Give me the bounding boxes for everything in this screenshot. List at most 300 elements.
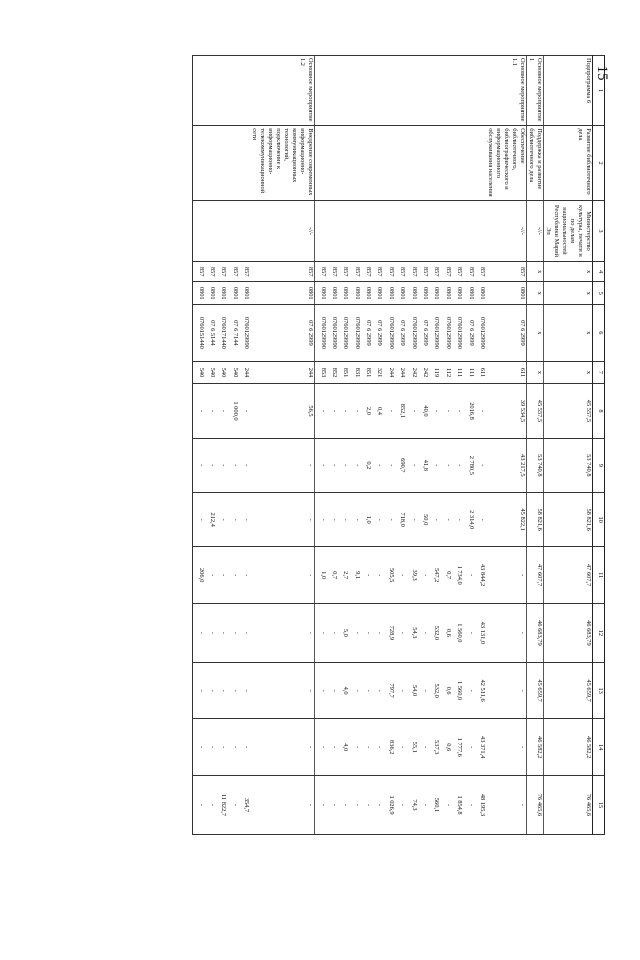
table-cell: - <box>250 547 315 604</box>
table-cell <box>440 56 451 126</box>
table-cell <box>406 126 417 201</box>
table-cell: 46 582,2 <box>544 719 593 776</box>
table-cell: x <box>527 361 544 384</box>
table-cell: - <box>227 603 238 662</box>
table-cell: - <box>216 719 227 776</box>
table-cell: 07 6 2999 <box>395 305 406 362</box>
table-cell: 07 6 7144 <box>227 305 238 362</box>
table-cell <box>327 126 338 201</box>
table-cell: - <box>349 719 360 776</box>
table-cell: 11 822,7 <box>216 776 227 835</box>
table-cell: - <box>395 776 406 835</box>
column-number: 15 <box>593 776 605 835</box>
table-cell <box>315 56 327 126</box>
table-row <box>544 56 593 835</box>
table-cell: - <box>239 603 250 662</box>
table-cell: - <box>349 493 360 547</box>
table-cell: - <box>406 384 417 438</box>
table-cell: - <box>361 776 372 835</box>
table-cell: - <box>239 493 250 547</box>
table-cell: - <box>383 493 394 547</box>
table-cell: - <box>193 719 205 776</box>
table-cell: 0760151440 <box>193 305 205 362</box>
table-cell: - <box>327 384 338 438</box>
table-cell: 76 465,6 <box>544 776 593 835</box>
table-cell: 9,1 <box>349 547 360 604</box>
table-cell: - <box>440 493 451 547</box>
table-cell: - <box>429 493 440 547</box>
rotated-budget-table <box>115 55 605 960</box>
table-cell: Обеспечение библиотечного, библиографического и информационного обслуживания населения <box>486 126 527 201</box>
table-cell: 537,3 <box>429 719 440 776</box>
table-cell: Основное мероприятие 1 <box>527 56 544 126</box>
table-cell: 857 <box>349 262 360 282</box>
table-cell: 47 607,7 <box>544 547 593 604</box>
table-cell: x <box>527 262 544 282</box>
table-cell: -//- <box>527 200 544 261</box>
table-cell: - <box>349 776 360 835</box>
table-cell: - <box>327 776 338 835</box>
table-cell: 560,1 <box>429 776 440 835</box>
table-cell <box>193 56 205 126</box>
budget-table <box>192 55 605 835</box>
table-cell <box>205 200 216 261</box>
table-cell <box>395 200 406 261</box>
table-cell: - <box>406 438 417 492</box>
table-cell: 1,0 <box>315 547 327 604</box>
table-cell <box>361 200 372 261</box>
table-cell <box>406 56 417 126</box>
table-cell: - <box>372 719 383 776</box>
table-row <box>486 56 527 835</box>
table-cell <box>383 126 394 201</box>
table-cell: 41,8 <box>418 438 429 492</box>
table-cell: 07 6 2999 <box>250 305 315 362</box>
table-cell: 48 195,3 <box>475 776 486 835</box>
table-row <box>383 56 394 835</box>
table-cell: 45 659,7 <box>527 662 544 719</box>
table-cell: - <box>361 662 372 719</box>
table-cell: - <box>463 776 474 835</box>
table-cell: - <box>361 547 372 604</box>
table-cell: 857 <box>205 262 216 282</box>
table-cell: 0760171440 <box>216 305 227 362</box>
table-cell: x <box>527 305 544 362</box>
table-row <box>338 56 349 835</box>
table-cell: - <box>440 438 451 492</box>
table-cell <box>463 200 474 261</box>
table-cell: - <box>486 719 527 776</box>
table-cell: - <box>250 603 315 662</box>
table-cell: - <box>475 438 486 492</box>
table-cell: 540 <box>227 361 238 384</box>
table-cell: 857 <box>463 262 474 282</box>
table-cell: 2 314,0 <box>463 493 474 547</box>
table-cell: 2 780,5 <box>463 438 474 492</box>
table-row <box>463 56 474 835</box>
table-row <box>193 56 205 835</box>
table-cell: 39,3 <box>406 547 417 604</box>
table-cell: 55,1 <box>406 719 417 776</box>
table-cell: 244 <box>383 361 394 384</box>
table-cell: - <box>463 547 474 604</box>
table-cell <box>327 200 338 261</box>
column-number: 5 <box>593 282 605 305</box>
table-cell: 611 <box>475 361 486 384</box>
table-cell: - <box>475 384 486 438</box>
table-cell: - <box>429 384 440 438</box>
table-cell: 1 026,9 <box>383 776 394 835</box>
table-cell: 857 <box>239 262 250 282</box>
table-cell <box>383 200 394 261</box>
column-number: 8 <box>593 384 605 438</box>
table-cell: - <box>205 438 216 492</box>
table-cell: 857 <box>216 262 227 282</box>
table-cell: 1 560,0 <box>452 603 463 662</box>
table-cell: Поддержка и развитие библиотечного дела <box>527 126 544 201</box>
table-cell: - <box>193 662 205 719</box>
table-cell: 54,0 <box>406 662 417 719</box>
table-cell: - <box>205 603 216 662</box>
column-number: 9 <box>593 438 605 492</box>
table-cell: 540 <box>216 361 227 384</box>
table-cell: - <box>216 493 227 547</box>
table-cell: Внедрение современных информационно-коммуникационных технологий, подключение к информационно-телекоммуникационной сети <box>250 126 315 201</box>
table-cell: - <box>395 603 406 662</box>
table-cell: Основное мероприятие 1.2 <box>250 56 315 126</box>
table-cell <box>361 126 372 201</box>
table-row <box>395 56 406 835</box>
table-cell: 354,7 <box>239 776 250 835</box>
table-cell <box>395 56 406 126</box>
table-cell <box>452 56 463 126</box>
table-cell: 0760129990 <box>383 305 394 362</box>
table-cell: 0,6 <box>440 719 451 776</box>
table-cell: 0801 <box>429 282 440 305</box>
table-cell <box>349 200 360 261</box>
table-row <box>440 56 451 835</box>
table-cell: - <box>349 603 360 662</box>
table-cell: 58 821,6 <box>527 493 544 547</box>
table-cell: 0801 <box>361 282 372 305</box>
table-cell: x <box>527 282 544 305</box>
table-cell: 0801 <box>338 282 349 305</box>
column-number: 2 <box>593 126 605 201</box>
table-cell: - <box>315 603 327 662</box>
table-cell: - <box>315 438 327 492</box>
column-number: 7 <box>593 361 605 384</box>
table-cell: - <box>383 438 394 492</box>
table-cell: - <box>486 776 527 835</box>
table-cell: 0801 <box>349 282 360 305</box>
table-cell: 0,6 <box>440 662 451 719</box>
table-cell <box>395 126 406 201</box>
table-cell: - <box>452 384 463 438</box>
table-cell: - <box>239 662 250 719</box>
table-cell: - <box>440 384 451 438</box>
table-cell: 45 822,1 <box>486 493 527 547</box>
table-row <box>527 56 544 835</box>
table-cell: - <box>193 493 205 547</box>
table-cell <box>193 126 205 201</box>
table-cell: - <box>216 547 227 604</box>
table-cell: 0801 <box>239 282 250 305</box>
table-cell: - <box>463 662 474 719</box>
table-cell: 07 6 5144 <box>205 305 216 362</box>
table-cell: 2,7 <box>338 547 349 604</box>
table-cell: 0,2 <box>361 438 372 492</box>
table-cell: 852 <box>327 361 338 384</box>
table-cell: - <box>452 493 463 547</box>
table-cell: 07 6 2999 <box>463 305 474 362</box>
table-cell: 5,0 <box>338 603 349 662</box>
table-row <box>239 56 250 835</box>
table-cell: - <box>463 603 474 662</box>
table-cell: 797,7 <box>383 662 394 719</box>
table-cell: - <box>349 438 360 492</box>
table-cell: 76 465,6 <box>527 776 544 835</box>
table-cell: 242 <box>406 361 417 384</box>
table-cell: x <box>544 305 593 362</box>
table-cell: 540 <box>193 361 205 384</box>
table-cell: 718,0 <box>395 493 406 547</box>
table-cell: - <box>418 547 429 604</box>
table-cell: 1 560,0 <box>452 662 463 719</box>
table-cell: 0760129990 <box>349 305 360 362</box>
table-cell: - <box>395 719 406 776</box>
table-cell <box>216 56 227 126</box>
table-row <box>327 56 338 835</box>
table-cell: - <box>327 603 338 662</box>
table-cell: 46 683,79 <box>544 603 593 662</box>
table-cell: Подпрограмма 6 <box>544 56 593 126</box>
table-cell: 4,0 <box>338 662 349 719</box>
table-cell: - <box>418 603 429 662</box>
table-cell <box>475 200 486 261</box>
table-cell: x <box>544 262 593 282</box>
table-cell: 112 <box>440 361 451 384</box>
table-cell: Развитие библиотечного дела <box>544 126 593 201</box>
table-cell: 43 217,5 <box>486 438 527 492</box>
table-cell: 0760129990 <box>239 305 250 362</box>
table-cell: 857 <box>429 262 440 282</box>
table-cell <box>227 200 238 261</box>
table-row <box>227 56 238 835</box>
table-cell: - <box>205 776 216 835</box>
column-number: 14 <box>593 719 605 776</box>
table-row <box>205 56 216 835</box>
table-cell <box>239 126 250 201</box>
table-cell: - <box>418 719 429 776</box>
table-cell <box>429 126 440 201</box>
table-cell: - <box>372 547 383 604</box>
table-cell: 0760129990 <box>406 305 417 362</box>
table-cell <box>338 56 349 126</box>
table-cell: - <box>475 493 486 547</box>
column-number-row <box>593 56 605 835</box>
table-row <box>452 56 463 835</box>
table-cell: 0801 <box>372 282 383 305</box>
table-cell: 0801 <box>440 282 451 305</box>
table-cell: - <box>250 776 315 835</box>
table-cell: - <box>227 719 238 776</box>
table-cell: Основное мероприятие 1.1 <box>486 56 527 126</box>
table-cell: - <box>216 384 227 438</box>
table-cell: - <box>395 662 406 719</box>
table-cell: 4,0 <box>338 719 349 776</box>
table-cell: x <box>544 282 593 305</box>
table-cell: - <box>315 662 327 719</box>
table-cell: - <box>250 493 315 547</box>
table-row <box>216 56 227 835</box>
column-number: 13 <box>593 662 605 719</box>
table-cell: 831 <box>349 361 360 384</box>
table-cell: 244 <box>239 361 250 384</box>
table-cell: 853 <box>315 361 327 384</box>
table-cell: 0760129990 <box>475 305 486 362</box>
table-cell: 857 <box>250 262 315 282</box>
table-cell: 540 <box>205 361 216 384</box>
table-cell: 1 777,6 <box>452 719 463 776</box>
table-cell: 43 371,4 <box>475 719 486 776</box>
table-cell <box>418 126 429 201</box>
table-cell: 690,7 <box>395 438 406 492</box>
table-cell: - <box>205 719 216 776</box>
table-cell <box>429 200 440 261</box>
table-row <box>406 56 417 835</box>
table-cell: - <box>315 719 327 776</box>
table-cell <box>205 126 216 201</box>
table-cell: 53 740,8 <box>527 438 544 492</box>
table-cell: 0801 <box>475 282 486 305</box>
table-cell: -//- <box>250 200 315 261</box>
table-cell: - <box>205 547 216 604</box>
table-cell <box>239 56 250 126</box>
column-number: 12 <box>593 603 605 662</box>
table-cell: - <box>418 662 429 719</box>
table-cell: 857 <box>452 262 463 282</box>
table-cell: - <box>372 776 383 835</box>
table-cell: 39 534,5 <box>486 384 527 438</box>
table-cell: 611 <box>486 361 527 384</box>
table-cell <box>383 56 394 126</box>
table-cell: 857 <box>193 262 205 282</box>
table-cell: 532,0 <box>429 662 440 719</box>
table-cell: - <box>327 493 338 547</box>
table-cell: 857 <box>327 262 338 282</box>
table-cell: - <box>216 662 227 719</box>
page-number: 15 <box>594 65 610 81</box>
table-cell <box>315 126 327 201</box>
table-cell: - <box>227 438 238 492</box>
table-cell: - <box>486 603 527 662</box>
table-cell <box>418 56 429 126</box>
table-cell: 119 <box>429 361 440 384</box>
table-cell: - <box>361 603 372 662</box>
table-cell <box>205 56 216 126</box>
table-cell: 851 <box>361 361 372 384</box>
table-cell: 532,0 <box>429 603 440 662</box>
table-cell <box>327 56 338 126</box>
column-number: 4 <box>593 262 605 282</box>
table-cell: - <box>338 384 349 438</box>
table-cell: - <box>193 438 205 492</box>
table-cell: 728,9 <box>383 603 394 662</box>
table-cell <box>463 126 474 201</box>
column-number: 3 <box>593 200 605 261</box>
table-cell: - <box>486 662 527 719</box>
table-cell: 0,4 <box>372 384 383 438</box>
table-cell: - <box>205 662 216 719</box>
table-cell: 547,2 <box>429 547 440 604</box>
table-cell: - <box>349 662 360 719</box>
table-cell: 244 <box>395 361 406 384</box>
table-cell: - <box>327 662 338 719</box>
table-cell: 0801 <box>486 282 527 305</box>
table-cell: -//- <box>486 200 527 261</box>
table-cell: - <box>372 438 383 492</box>
table-cell: - <box>193 384 205 438</box>
table-cell: - <box>239 438 250 492</box>
table-cell: 74,3 <box>406 776 417 835</box>
table-cell: 857 <box>406 262 417 282</box>
table-cell <box>440 200 451 261</box>
table-cell: - <box>372 603 383 662</box>
table-cell: - <box>429 438 440 492</box>
table-cell: 857 <box>338 262 349 282</box>
table-cell <box>440 126 451 201</box>
table-cell <box>372 200 383 261</box>
table-cell: - <box>227 547 238 604</box>
table-cell: - <box>395 547 406 604</box>
table-cell: 0801 <box>418 282 429 305</box>
table-cell: Министерство культуры, печати и по делам национальностей Республики Марий Эл <box>544 200 593 261</box>
table-cell: 0801 <box>205 282 216 305</box>
table-cell: 1 854,8 <box>452 776 463 835</box>
table-cell <box>338 200 349 261</box>
table-row <box>361 56 372 835</box>
table-cell: 07 6 2999 <box>361 305 372 362</box>
table-cell: - <box>227 662 238 719</box>
table-cell: 857 <box>486 262 527 282</box>
table-cell: 47 607,7 <box>527 547 544 604</box>
table-cell: - <box>372 493 383 547</box>
table-cell: 321 <box>372 361 383 384</box>
table-cell: - <box>239 547 250 604</box>
column-number: 1 <box>593 56 605 126</box>
table-cell: 46 683,79 <box>527 603 544 662</box>
table-cell: 0760129990 <box>452 305 463 362</box>
table-cell: 0,7 <box>327 547 338 604</box>
table-cell: - <box>406 493 417 547</box>
table-cell: 857 <box>372 262 383 282</box>
table-cell: 242 <box>418 361 429 384</box>
table-cell: 1 000,0 <box>227 384 238 438</box>
table-cell: - <box>327 719 338 776</box>
table-cell: 43 844,2 <box>475 547 486 604</box>
table-cell <box>452 126 463 201</box>
table-cell: 0801 <box>327 282 338 305</box>
table-cell: 857 <box>418 262 429 282</box>
table-cell: - <box>216 603 227 662</box>
table-cell: 54,3 <box>406 603 417 662</box>
table-row <box>315 56 327 835</box>
table-cell <box>216 200 227 261</box>
table-row <box>475 56 486 835</box>
table-cell: 0801 <box>383 282 394 305</box>
table-cell: - <box>315 384 327 438</box>
table-cell: 857 <box>395 262 406 282</box>
